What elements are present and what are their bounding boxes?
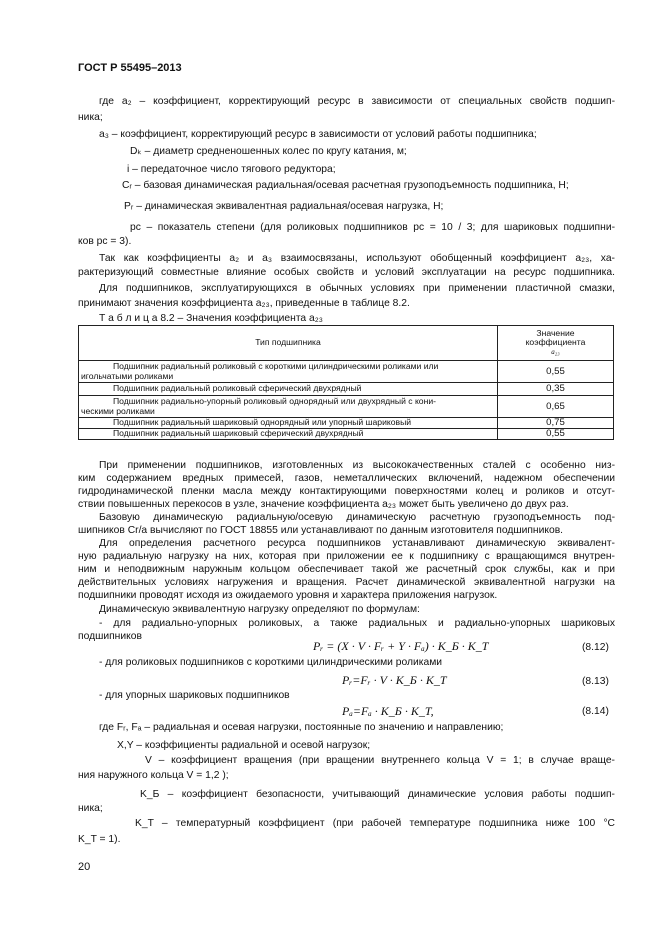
para2-line2: принимают значения коэффициента a₂₃, приведенные в таблице 8.2. <box>78 298 410 309</box>
bearing-type-cell <box>79 429 498 440</box>
where-kt-line1: K_T – температурный коэффициент (при рабочей температуре подшипника ниже 100 °С <box>135 818 615 829</box>
para3-line1: При применении подшипников, изготовленных из высококачественных сталей с особенно низ- <box>99 460 615 471</box>
coefficient-table <box>78 325 614 440</box>
def-a2-line1: где a₂ – коэффициент, корректирующий ресурс в зависимости от специальных свойств подшип- <box>99 96 615 107</box>
para5-line2: ную радиальную нагрузку на них, которая при приложении ее к подшипнику с вращающимся внутрен- <box>78 551 615 562</box>
table-row <box>79 429 614 440</box>
bearing-type-cell <box>79 383 498 396</box>
equation-number-8-14: (8.14) <box>582 706 609 717</box>
table-row <box>79 383 614 396</box>
para3-line2: ким содержанием вредных примесей, газов, неметаллических включений, надежном обеспечении <box>78 473 615 484</box>
bearing-type-l2: ческими роликами <box>81 405 155 416</box>
para6-line1: Динамическую эквивалентную нагрузку определяют по формулам: <box>99 604 420 615</box>
where-kt-line2: K_T = 1). <box>78 834 121 845</box>
table-row <box>79 396 614 418</box>
para3-line4: ствии повышенных перекосов в узле, значение коэффициента a₂₃ может быть увеличено до двух раз. <box>78 499 569 510</box>
table-row <box>79 361 614 383</box>
equation-8-13: Pᵣ=Fᵣ · V · K_Б · K_T <box>342 673 447 687</box>
para4-line2: шипников Cr/a вычисляют по ГОСТ 18855 или устанавливают по данным изготовителя подшипников. <box>78 525 564 536</box>
bearing-type-cell <box>79 396 498 418</box>
coefficient-value: 0,65 <box>497 396 613 418</box>
bearing-type-cell <box>79 361 498 383</box>
para8-line1: - для роликовых подшипников с короткими цилиндрическими роликами <box>99 657 443 668</box>
coefficient-value: 0,75 <box>497 418 613 429</box>
coefficient-value: 0,55 <box>497 429 613 440</box>
para7-line2: подшипников <box>78 631 142 642</box>
bearing-type-l1: Подшипник радиальный шариковый однорядный или упорный шариковый <box>113 417 412 428</box>
bearing-type-l1: Подшипник радиально-упорный роликовый однорядный или двухрядный с кони- <box>113 396 436 406</box>
equation-8-12: Pᵣ = (X · V · Fᵣ + Y · Fₐ) · K_Б · K_T <box>313 639 489 653</box>
where-xy: X,Y – коэффициенты радиальной и осевой нагрузок; <box>117 740 371 751</box>
coefficient-value: 0,55 <box>497 361 613 383</box>
table-caption: Т а б л и ц а 8.2 – Значения коэффициента a₂₃ <box>99 313 323 324</box>
para5-line4: действительных условиях нагружения и вращения. Расчет динамической эквивалентной нагрузки на <box>78 577 615 588</box>
where-kb-line1: K_Б – коэффициент безопасности, учитывающий динамические условия работы подшип- <box>140 789 615 800</box>
table-header-row <box>79 326 614 361</box>
def-a3: a₃ – коэффициент, корректирующий ресурс в зависимости от условий работы подшипника; <box>99 129 537 140</box>
col-header-value-l1: Значение <box>536 327 575 338</box>
def-a2-line2: ника; <box>78 112 103 123</box>
def-pr: Pᵣ – динамическая эквивалентная радиальная/осевая нагрузка, Н; <box>124 201 444 212</box>
col-header-value-l2: коэффициента <box>525 337 586 348</box>
para9-line1: - для упорных шариковых подшипников <box>99 690 290 701</box>
where-kb-line2: ника; <box>78 803 103 814</box>
table-row <box>79 418 614 429</box>
para5-line3: ним и неподвижным наружным кольцом обеспечивает такой же расчетный срок службы, как и при <box>78 564 615 575</box>
where-v-line1: V – коэффициент вращения (при вращении внутреннего кольца V = 1; в случае враще- <box>145 755 615 766</box>
equation-8-14: Pₐ=Fₐ · K_Б · K_T, <box>342 704 434 718</box>
def-dk: Dₖ – диаметр средненошенных колес по кругу катания, м; <box>130 146 407 157</box>
para7-line1: - для радиально-упорных роликовых, а также радиальных и радиально-упорных шариковых <box>99 618 615 629</box>
para5-line5: подшипники проводят исходя из ожидаемого уровня и характера приложения нагрузок. <box>78 590 498 601</box>
bearing-type-cell <box>79 418 498 429</box>
para1-line1: Так как коэффициенты a₂ и a₃ взаимосвязаны, используют обобщенный коэффициент a₂₃, ха- <box>99 253 615 264</box>
bearing-type-l1: Подшипник радиальный роликовый сферический двухрядный <box>113 383 362 394</box>
where-v-line2: ния наружного кольца V = 1,2 ); <box>78 770 229 781</box>
where-fr-fa: где Fᵣ, Fₐ – радиальная и осевая нагрузки, постоянные по значению и направлению; <box>99 722 504 733</box>
bearing-type-l2: игольчатыми роликами <box>81 370 174 381</box>
equation-number-8-12: (8.12) <box>582 642 609 653</box>
para4-line1: Базовую динамическую радиальную/осевую динамическую расчетную грузоподъемность под- <box>99 512 615 523</box>
document-id: ГОСТ Р 55495–2013 <box>78 62 182 74</box>
para5-line1: Для определения расчетного ресурса подшипников устанавливают динамическую эквивалент- <box>99 538 615 549</box>
col-header-bearing-type: Тип подшипника <box>79 326 498 361</box>
bearing-type-l1: Подшипник радиальный шариковый сферический двухрядный <box>113 428 364 439</box>
col-header-value-l3: a₂₃ <box>551 347 560 356</box>
def-pc-line2: ков pc = 3). <box>78 236 132 247</box>
para3-line3: гидродинамической пленки масла между контактирующими поверхностями колец и роликов и отсут- <box>78 486 615 497</box>
bearing-type-l1: Подшипник радиальный роликовый с короткими цилиндрическими роликами или <box>113 361 439 371</box>
def-cr: Cᵣ – базовая динамическая радиальная/осевая расчетная грузоподъемность подшипника, Н; <box>122 180 569 191</box>
equation-number-8-13: (8.13) <box>582 676 609 687</box>
para1-line2: рактеризующий совместные влияние особых свойств и условий эксплуатации на ресурс подшипника. <box>78 267 615 278</box>
page-number: 20 <box>78 861 91 873</box>
coefficient-value: 0,35 <box>497 383 613 396</box>
def-pc-line1: pc – показатель степени (для роликовых подшипников pc = 10 / 3; для шариковых подшипни- <box>130 222 615 233</box>
para2-line1: Для подшипников, эксплуатирующихся в обычных условиях при применении пластичной смазки, <box>99 283 615 294</box>
col-header-value <box>497 326 613 361</box>
def-i: i – передаточное число тягового редуктора; <box>127 164 336 175</box>
